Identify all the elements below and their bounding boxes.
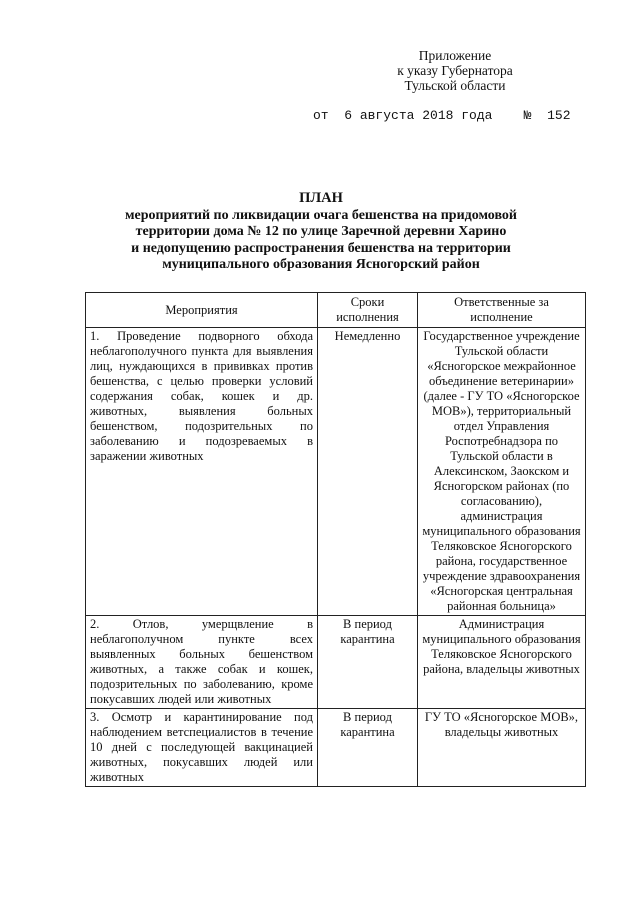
annex-line-3: Тульской области (404, 78, 506, 93)
title-line-3: и недопущению распространения бешенства на территории (131, 240, 511, 256)
order-number: 152 (547, 108, 571, 123)
order-date-prefix: от (313, 108, 329, 123)
document-title (95, 190, 547, 274)
annex-line-1: Приложение (418, 48, 492, 63)
order-number-sign: № (523, 108, 532, 123)
row-event: 2. Отлов, умерщвление в неблагополучном пункте всех выявленных больных бешенством животных, а также собак и кошек, подозрительных по заболеванию, кроме покусавших людей или животных (86, 616, 318, 709)
header-responsible: Ответственные за исполнение (418, 293, 586, 328)
table-row (86, 709, 586, 787)
annex-block (375, 48, 535, 93)
table-row (86, 328, 586, 616)
row-event: 3. Осмотр и карантинирование под наблюдением ветспециалистов в течение 10 дней с последующей вакцинацией животных, покусавших людей или животных (86, 709, 318, 787)
annex-line-2: к указу Губернатора (397, 63, 513, 78)
row-event: 1. Проведение подворного обхода неблагополучного пункта для выявления лиц, нуждающихся в прививках против бешенства, с целью проверки условий содержания собак, кошек и др. животных, выявления больных бешенством, подозрительных по заболеванию и подозреваемых в заражении животных (86, 328, 318, 616)
table-header-row (86, 293, 586, 328)
row-responsible: ГУ ТО «Ясногорское МОВ», владельцы животных (418, 709, 586, 787)
order-line (313, 108, 571, 123)
title-main: ПЛАН (299, 190, 343, 206)
row-term: В период карантина (318, 709, 418, 787)
plan-table (85, 292, 586, 787)
table-row (86, 616, 586, 709)
order-date: 6 августа 2018 года (344, 108, 493, 123)
title-line-2: территории дома № 12 по улице Заречной деревни Харино (135, 224, 507, 239)
row-responsible: Государственное учреждение Тульской области «Ясногорское межрайонное объединение ветеринарии» (далее - ГУ ТО «Ясногорское МОВ»), территориальный отдел Управления Роспотребнадзора по Тульской области в Алексинском, Заокском и Ясногорском районах (по согласованию), администрация муниципального образования Теляковское Ясногорского района, государственное учреждение здравоохранения «Ясногорская центральная районная больница» (418, 328, 586, 616)
row-responsible: Администрация муниципального образования Теляковское Ясногорского района, владельцы животных (418, 616, 586, 709)
title-line-4: муниципального образования Ясногорский район (162, 257, 480, 272)
header-terms: Сроки исполнения (318, 293, 418, 328)
row-term: В период карантина (318, 616, 418, 709)
row-term: Немедленно (318, 328, 418, 616)
title-line-1: мероприятий по ликвидации очага бешенства на придомовой (124, 207, 517, 223)
header-events: Мероприятия (86, 293, 318, 328)
